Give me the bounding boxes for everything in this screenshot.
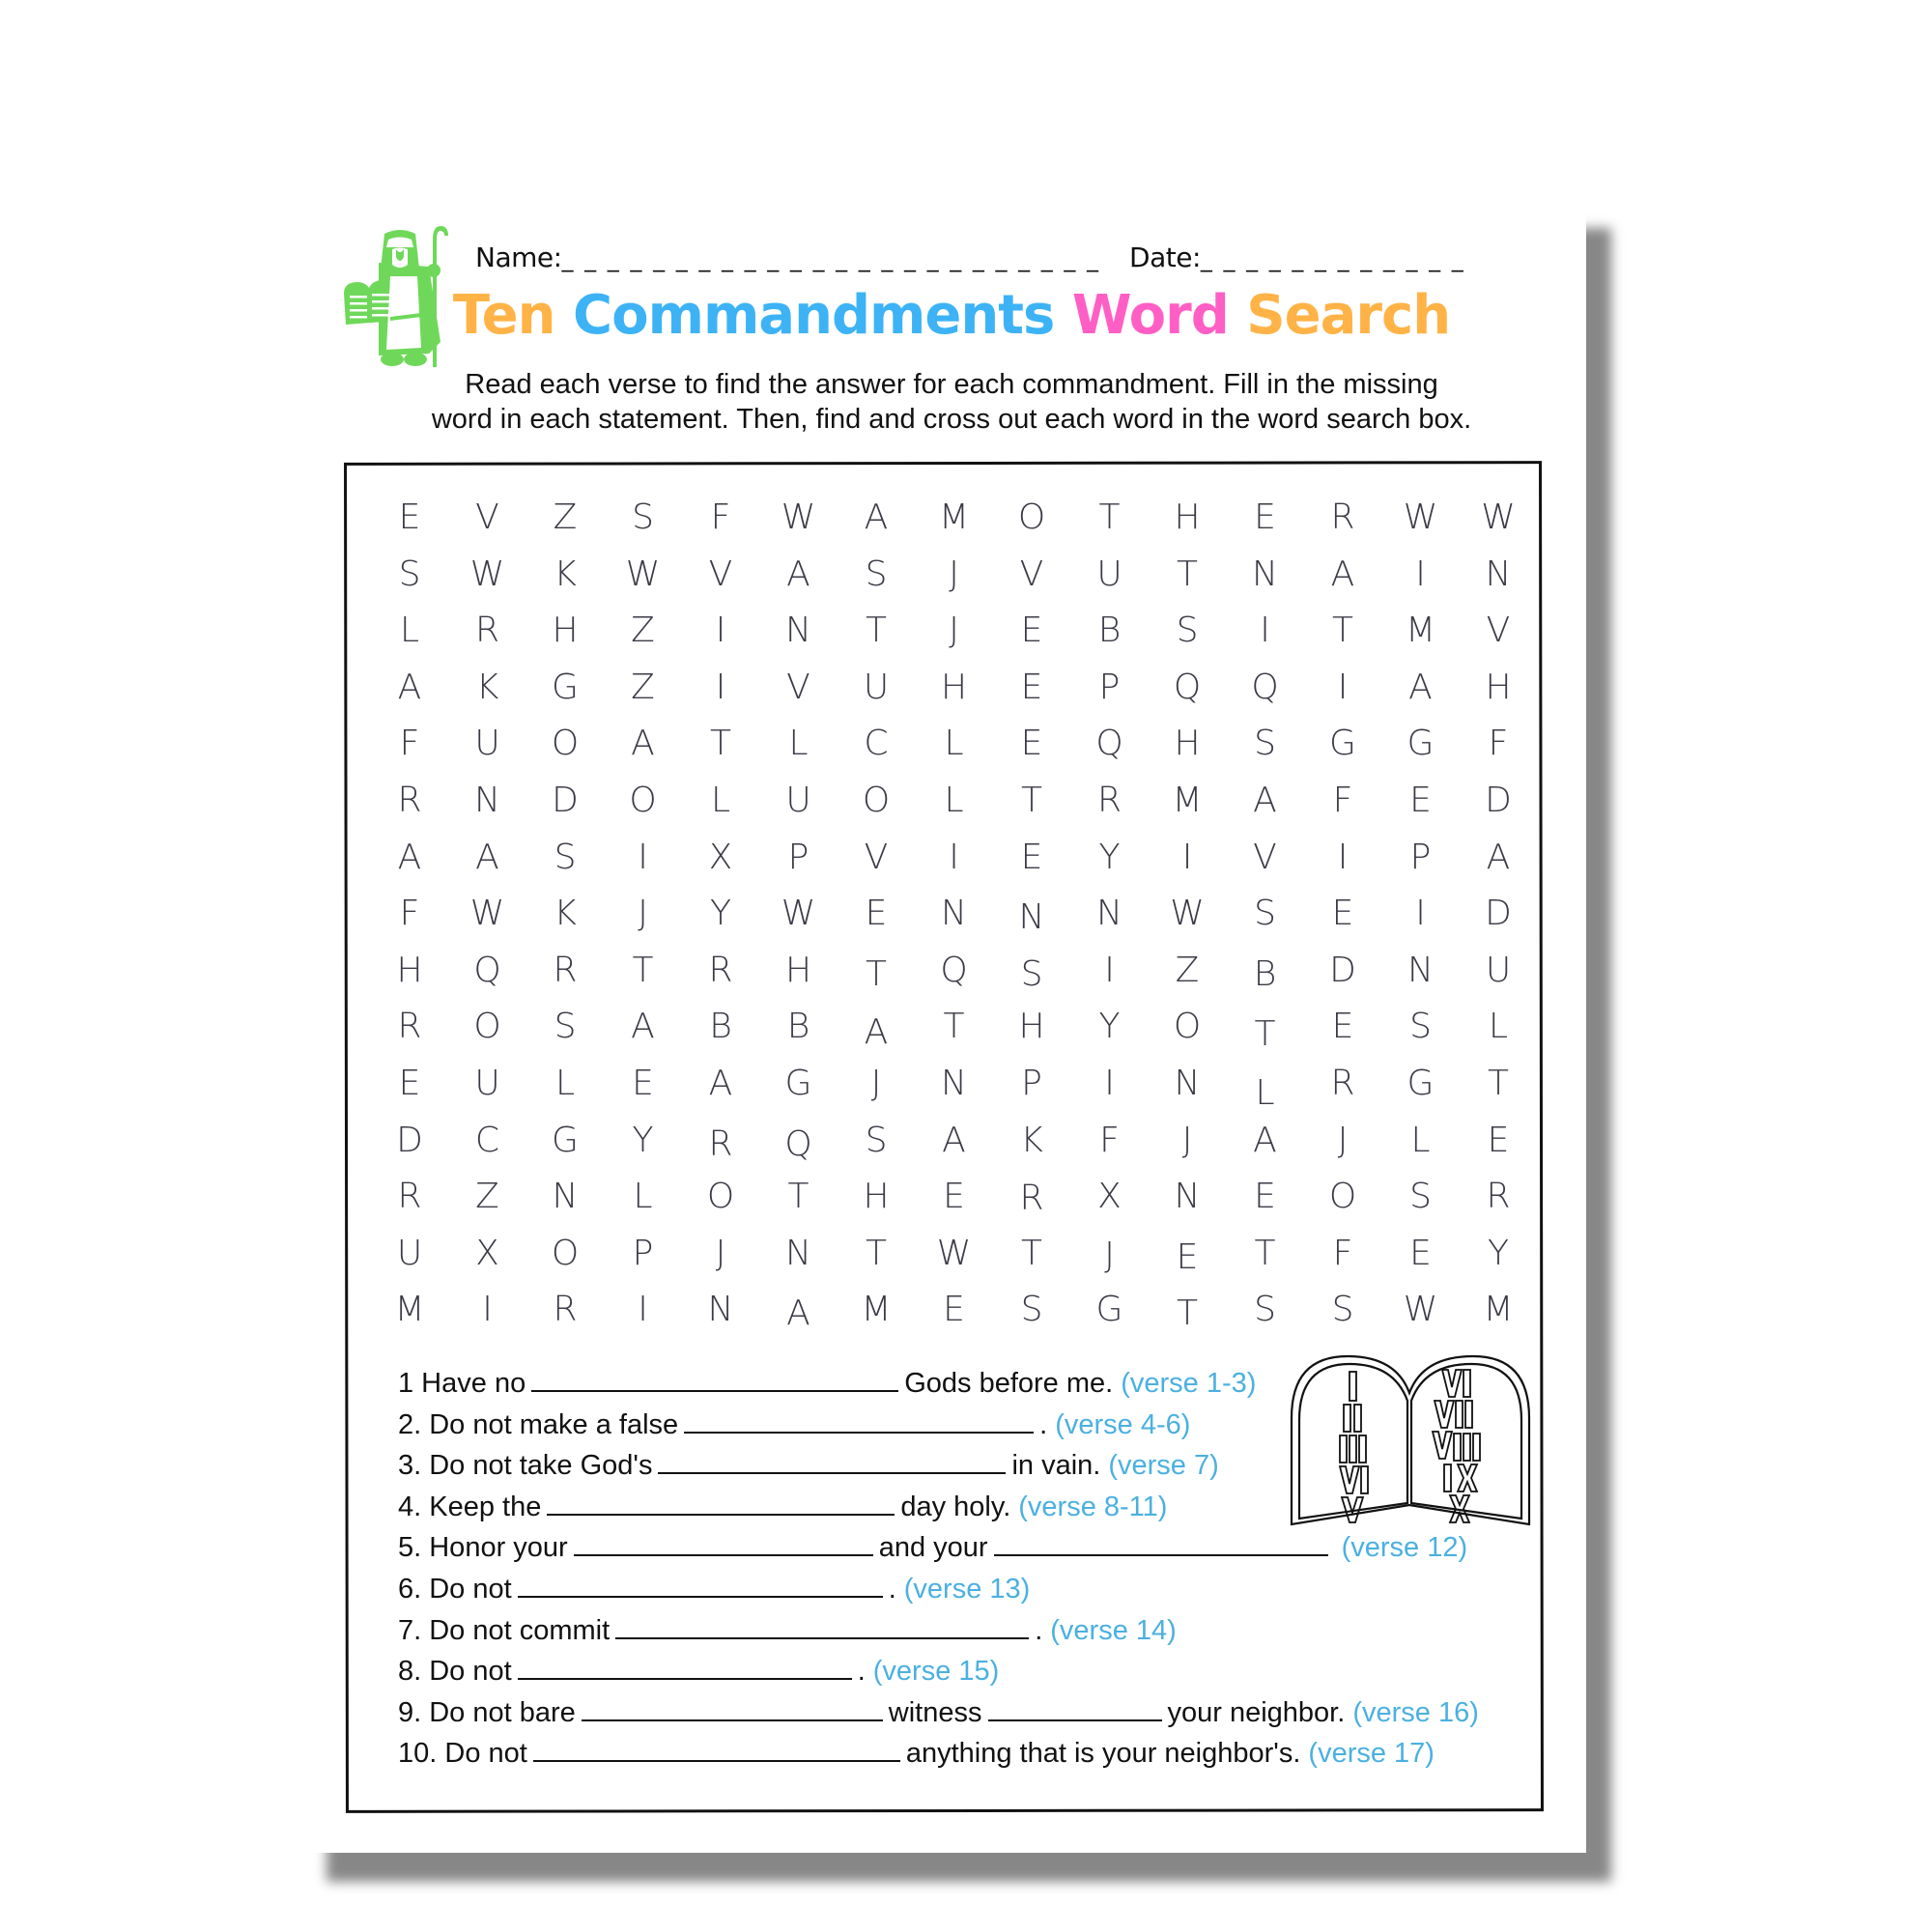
grid-letter[interactable]: W (781, 894, 816, 934)
grid-letter[interactable]: N (785, 1233, 811, 1273)
grid-letter[interactable]: E (1409, 781, 1432, 820)
grid-letter[interactable]: I (949, 837, 959, 877)
grid-letter[interactable]: L (554, 1064, 576, 1103)
grid-letter[interactable]: U (474, 1064, 500, 1103)
grid-letter[interactable]: U (474, 724, 500, 764)
grid-letter[interactable]: D (552, 781, 579, 820)
answer-blank[interactable] (582, 1694, 883, 1721)
grid-letter[interactable]: Z (631, 611, 655, 651)
verse-reference: (verse 7) (1108, 1450, 1219, 1482)
grid-letter[interactable]: K (475, 667, 499, 707)
grid-letter[interactable]: T (1177, 1293, 1198, 1334)
grid-letter[interactable]: R (1330, 497, 1355, 537)
grid-letter[interactable]: B (786, 1007, 810, 1047)
grid-letter[interactable]: A (786, 1293, 810, 1334)
grid-letter[interactable]: K (554, 894, 577, 934)
grid-letter[interactable]: T (866, 1233, 887, 1273)
grid-letter[interactable]: W (936, 1233, 972, 1273)
grid-letter[interactable]: P (1021, 1064, 1042, 1103)
grid-letter[interactable]: N (707, 1290, 734, 1330)
grid-letter[interactable]: H (1174, 497, 1201, 537)
grid-letter[interactable]: S (865, 1120, 888, 1160)
grid-letter[interactable]: N (785, 611, 811, 651)
grid-letter[interactable]: B (1097, 611, 1122, 651)
grid-letter[interactable]: W (1403, 497, 1438, 537)
grid-letter[interactable]: A (786, 554, 810, 594)
grid-letter[interactable]: J (949, 611, 959, 651)
sentence-text: . (888, 1573, 896, 1605)
grid-letter[interactable]: Y (1098, 1007, 1121, 1047)
instructions-line-1: Read each verse to find the answer for each commandment. Fill in the missing (465, 369, 1438, 400)
grid-letter[interactable]: W (1170, 894, 1205, 934)
grid-letter[interactable]: L (944, 724, 964, 764)
grid-letter[interactable]: U (863, 667, 890, 707)
grid-letter[interactable]: W (781, 497, 816, 537)
answer-blank[interactable] (658, 1447, 1006, 1474)
grid-letter[interactable]: G (784, 1064, 812, 1103)
grid-letter[interactable]: S (1409, 1007, 1432, 1047)
grid-letter[interactable]: D (396, 1120, 423, 1160)
grid-letter[interactable]: E (1020, 667, 1043, 707)
grid-letter[interactable]: A (397, 837, 422, 877)
grid-letter[interactable]: E (1020, 837, 1043, 877)
grid-letter[interactable]: Q (940, 950, 968, 990)
grid-letter[interactable]: G (1406, 724, 1435, 764)
grid-letter[interactable]: G (552, 1120, 579, 1160)
grid-letter[interactable]: H (940, 667, 968, 707)
grid-letter[interactable]: X (475, 1233, 499, 1273)
grid-letter[interactable]: A (1330, 554, 1355, 594)
grid-letter[interactable]: V (475, 497, 499, 537)
grid-letter[interactable]: H (1174, 724, 1201, 764)
sentence-text: Gods before me. (904, 1368, 1114, 1399)
grid-letter[interactable]: L (633, 1177, 653, 1217)
grid-letter[interactable]: N (1018, 897, 1045, 938)
verse-reference: (verse 16) (1352, 1696, 1479, 1728)
grid-letter[interactable]: P (632, 1233, 654, 1273)
grid-letter[interactable]: J (1337, 1120, 1349, 1160)
grid-letter[interactable]: K (554, 554, 577, 594)
grid-letter[interactable]: N (941, 894, 967, 934)
grid-letter[interactable]: L (1410, 1120, 1431, 1160)
grid-letter[interactable]: L (1255, 1073, 1275, 1113)
instructions (0, 367, 1903, 437)
grid-letter[interactable]: O (1017, 497, 1046, 537)
grid-letter[interactable]: E (943, 1290, 965, 1330)
grid-letter[interactable]: T (1488, 1064, 1509, 1103)
verse-reference: (verse 1-3) (1121, 1368, 1257, 1399)
title-part-ten: Ten (452, 284, 574, 347)
grid-letter[interactable]: J (638, 894, 648, 934)
answer-blank[interactable] (994, 1529, 1328, 1556)
grid-letter[interactable]: L (710, 781, 731, 820)
grid-letter[interactable]: D (1485, 781, 1512, 820)
grid-letter[interactable]: F (1488, 724, 1509, 764)
grid-letter[interactable]: F (710, 497, 731, 537)
sentence-text: and your (878, 1532, 988, 1564)
verse-reference: (verse 13) (903, 1573, 1031, 1605)
verse-reference: (verse 17) (1308, 1738, 1435, 1770)
grid-letter[interactable]: S (554, 1007, 577, 1047)
date-field[interactable]: _ _ _ _ _ _ _ _ _ _ _ _ (1200, 245, 1465, 272)
grid-letter[interactable]: A (631, 724, 655, 764)
answer-blank[interactable] (684, 1406, 1034, 1434)
grid-letter[interactable]: E (943, 1177, 965, 1217)
grid-letter[interactable]: Y (1488, 1233, 1509, 1273)
grid-letter[interactable]: V (1019, 554, 1044, 594)
grid-letter[interactable]: T (866, 953, 887, 994)
grid-letter[interactable]: B (709, 1007, 732, 1047)
title-part-word: Word (1071, 284, 1247, 347)
name-label: Name: (475, 242, 562, 273)
grid-letter[interactable]: S (1254, 894, 1276, 934)
grid-letter[interactable]: F (399, 894, 420, 934)
grid-letter[interactable]: H (1018, 1007, 1045, 1047)
grid-letter[interactable]: U (785, 781, 811, 820)
grid-letter[interactable]: T (787, 1177, 810, 1217)
grid-letter[interactable]: W (469, 554, 505, 594)
grid-letter[interactable]: R (474, 611, 499, 651)
grid-letter[interactable]: G (1329, 724, 1356, 764)
grid-letter[interactable]: S (865, 554, 888, 594)
grid-letter[interactable]: H (863, 1177, 890, 1217)
grid-letter[interactable]: W (1403, 1290, 1438, 1330)
sentence-text: 5. Honor your (398, 1532, 568, 1564)
grid-letter[interactable]: Z (631, 667, 655, 707)
grid-letter[interactable]: R (708, 950, 733, 990)
grid-letter[interactable]: T (710, 724, 731, 764)
grid-letter[interactable]: F (1099, 1120, 1120, 1160)
grid-letter[interactable]: W (625, 554, 661, 594)
sentence-text: 10. Do not (398, 1738, 527, 1770)
grid-letter[interactable]: A (397, 667, 422, 707)
grid-letter[interactable]: C (474, 1120, 500, 1160)
grid-letter[interactable]: T (1021, 1233, 1042, 1273)
grid-letter[interactable]: N (1407, 950, 1434, 990)
grid-letter[interactable]: S (1020, 1290, 1043, 1330)
grid-letter[interactable]: W (469, 894, 505, 934)
grid-letter[interactable]: P (787, 837, 810, 877)
grid-letter[interactable]: N (1174, 1064, 1201, 1103)
grid-letter[interactable]: J (1181, 1120, 1193, 1160)
grid-letter[interactable]: R (1486, 1177, 1511, 1217)
answer-blank[interactable] (574, 1529, 873, 1556)
sentence-text: . (1039, 1408, 1048, 1440)
grid-letter[interactable]: V (1253, 837, 1277, 877)
grid-letter[interactable]: J (949, 554, 959, 594)
sentence-text: 1 Have no (398, 1368, 526, 1399)
grid-letter[interactable]: T (1021, 781, 1042, 820)
grid-letter[interactable]: S (1176, 611, 1199, 651)
grid-letter[interactable]: H (1485, 667, 1512, 707)
sentence-text: witness (888, 1696, 982, 1728)
title-part-search: Search (1246, 284, 1451, 347)
grid-letter[interactable]: R (1330, 1064, 1355, 1103)
grid-letter[interactable]: O (629, 781, 657, 820)
grid-letter[interactable]: H (552, 611, 579, 651)
grid-letter[interactable]: T (1098, 497, 1121, 537)
grid-letter[interactable]: T (1332, 611, 1353, 651)
grid-letter[interactable]: A (708, 1064, 733, 1103)
answer-blank[interactable] (988, 1694, 1162, 1721)
grid-letter[interactable]: I (1337, 667, 1349, 707)
grid-letter[interactable]: G (1095, 1290, 1123, 1330)
grid-letter[interactable]: E (1409, 1233, 1432, 1273)
grid-letter[interactable]: M (1172, 781, 1203, 820)
grid-letter[interactable]: Q (1173, 667, 1202, 707)
grid-letter[interactable]: E (1331, 894, 1354, 934)
grid-letter[interactable]: T (632, 950, 654, 990)
grid-letter[interactable]: T (1254, 1233, 1276, 1273)
sentence-text: . (857, 1656, 866, 1688)
grid-letter[interactable]: E (632, 1064, 654, 1103)
sentence-text: your neighbor. (1167, 1696, 1346, 1728)
grid-letter[interactable]: F (1332, 1233, 1353, 1273)
answer-blank[interactable] (533, 1735, 900, 1762)
grid-letter[interactable]: J (715, 1233, 726, 1273)
grid-letter[interactable]: N (1096, 894, 1122, 934)
grid-letter[interactable]: J (870, 1064, 882, 1103)
grid-letter[interactable]: Q (1095, 724, 1123, 764)
grid-letter[interactable]: A (631, 1007, 655, 1047)
verse-reference: (verse 12) (1341, 1532, 1468, 1564)
sentence-text: 7. Do not commit (398, 1614, 611, 1646)
grid-letter[interactable]: O (1173, 1007, 1202, 1047)
grid-letter[interactable]: R (397, 781, 422, 820)
date-label: Date: (1129, 242, 1201, 273)
grid-letter[interactable]: I (715, 667, 726, 707)
verse-reference: (verse 15) (872, 1656, 1000, 1688)
grid-letter[interactable]: V (1486, 611, 1511, 651)
name-field[interactable]: _ _ _ _ _ _ _ _ _ _ _ _ _ _ _ _ _ _ _ _ _ _ _ _ (561, 245, 1101, 272)
grid-letter[interactable]: Z (1175, 950, 1200, 990)
grid-letter[interactable]: L (788, 724, 809, 764)
grid-letter[interactable]: I (1104, 1064, 1115, 1103)
grid-letter[interactable]: O (551, 1233, 580, 1273)
grid-letter[interactable]: V (864, 837, 889, 877)
grid-letter[interactable]: H (396, 950, 423, 990)
grid-letter[interactable]: N (1174, 1177, 1201, 1217)
grid-letter[interactable]: T (1177, 554, 1198, 594)
grid-letter[interactable]: A (864, 497, 889, 537)
grid-letter[interactable]: G (1406, 1064, 1435, 1103)
grid-letter[interactable]: I (1415, 894, 1426, 934)
grid-letter[interactable]: N (552, 1177, 579, 1217)
grid-letter[interactable]: Z (475, 1177, 499, 1217)
verse-reference: (verse 14) (1050, 1614, 1177, 1646)
grid-letter[interactable]: S (1409, 1177, 1432, 1217)
grid-letter[interactable]: W (1481, 497, 1516, 537)
sentence-text: 2. Do not make a false (398, 1408, 679, 1440)
grid-letter[interactable]: L (1488, 1007, 1509, 1047)
grid-letter[interactable]: M (938, 497, 970, 537)
answer-blank[interactable] (547, 1489, 895, 1516)
grid-letter[interactable]: I (1104, 950, 1115, 990)
sentence-6 (398, 1570, 1479, 1611)
sentence-text: . (1035, 1614, 1043, 1646)
grid-letter[interactable]: R (397, 1007, 422, 1047)
grid-letter[interactable]: D (1329, 950, 1356, 990)
grid-letter[interactable]: X (708, 837, 733, 877)
grid-letter[interactable]: S (1254, 724, 1276, 764)
grid-letter[interactable]: R (553, 950, 578, 990)
grid-letter[interactable]: M (1483, 1290, 1514, 1330)
grid-letter[interactable]: P (1098, 667, 1121, 707)
sentence-text: 3. Do not take God's (398, 1450, 653, 1482)
grid-letter[interactable]: T (943, 1007, 965, 1047)
grid-letter[interactable]: S (1331, 1290, 1354, 1330)
grid-letter[interactable]: H (784, 950, 812, 990)
grid-letter[interactable]: E (1020, 611, 1043, 651)
grid-letter[interactable]: R (397, 1177, 422, 1217)
grid-letter[interactable]: L (944, 781, 964, 820)
grid-letter[interactable]: T (866, 611, 887, 651)
grid-letter[interactable]: O (551, 724, 580, 764)
sentence-text: anything that is your neighbor's. (905, 1738, 1301, 1770)
grid-letter[interactable]: V (708, 554, 733, 594)
sentence-text: 9. Do not bare (398, 1696, 576, 1728)
sentence-text: day holy. (900, 1491, 1011, 1522)
grid-letter[interactable]: I (1181, 837, 1193, 877)
grid-letter[interactable]: Y (710, 894, 731, 934)
grid-letter[interactable]: S (632, 497, 654, 537)
grid-letter[interactable]: I (638, 837, 648, 877)
sentence-text: in vain. (1011, 1450, 1101, 1482)
grid-letter[interactable]: U (396, 1233, 423, 1273)
grid-letter[interactable]: O (706, 1177, 735, 1217)
sentence-text: 4. Keep the (398, 1491, 542, 1522)
grid-letter[interactable]: U (1096, 554, 1122, 594)
grid-letter[interactable]: Q (784, 1123, 812, 1164)
grid-letter[interactable]: R (1019, 1179, 1044, 1219)
sentence-text: 6. Do not (398, 1573, 512, 1605)
grid-letter[interactable]: M (861, 1290, 892, 1330)
grid-letter[interactable]: A (1253, 781, 1277, 820)
grid-letter[interactable]: E (1331, 1007, 1354, 1047)
grid-letter[interactable]: M (1405, 611, 1436, 651)
grid-letter[interactable]: D (1485, 894, 1512, 934)
sentence-text: 8. Do not (398, 1656, 512, 1688)
sentence-10 (398, 1734, 1479, 1776)
grid-letter[interactable]: F (399, 724, 420, 764)
grid-letter[interactable]: N (941, 1064, 967, 1103)
grid-letter[interactable]: O (1328, 1177, 1357, 1217)
grid-letter[interactable]: M (394, 1290, 425, 1330)
sentence-5 (398, 1528, 1479, 1570)
grid-letter[interactable]: E (1254, 497, 1276, 537)
grid-letter[interactable]: F (1332, 781, 1353, 820)
grid-letter[interactable]: S (554, 837, 577, 877)
grid-letter[interactable]: O (473, 1007, 501, 1047)
grid-letter[interactable]: E (1176, 1236, 1199, 1277)
ten-commandments-tablets-icon (1288, 1350, 1535, 1528)
grid-letter[interactable]: A (864, 1012, 889, 1053)
grid-letter[interactable]: G (552, 667, 579, 707)
grid-letter[interactable]: A (1408, 667, 1433, 707)
grid-letter[interactable]: E (398, 497, 421, 537)
grid-letter[interactable]: E (1487, 1120, 1510, 1160)
sentence-9 (398, 1693, 1479, 1735)
answer-blank[interactable] (531, 1365, 898, 1392)
grid-letter[interactable]: Q (473, 950, 501, 990)
name-date-row (475, 242, 1465, 273)
grid-letter[interactable]: R (1096, 781, 1122, 820)
sentence-7 (398, 1611, 1479, 1653)
grid-letter[interactable]: Q (1251, 667, 1279, 707)
grid-letter[interactable]: J (1104, 1235, 1115, 1275)
grid-letter[interactable]: E (1020, 724, 1043, 764)
grid-letter[interactable]: S (398, 554, 421, 594)
answer-blank[interactable] (518, 1653, 852, 1680)
grid-letter[interactable]: S (1020, 953, 1043, 994)
grid-letter[interactable]: O (862, 781, 891, 820)
grid-letter[interactable]: P (1409, 837, 1432, 877)
grid-letter[interactable]: Y (1098, 837, 1121, 877)
grid-letter[interactable]: V (786, 667, 810, 707)
answer-blank[interactable] (518, 1571, 883, 1598)
grid-letter[interactable]: C (864, 724, 889, 764)
title-part-commandments: Commandments (573, 284, 1072, 347)
grid-letter[interactable]: Y (632, 1120, 654, 1160)
verse-reference: (verse 8-11) (1018, 1491, 1168, 1522)
verse-reference: (verse 4-6) (1055, 1408, 1191, 1440)
grid-letter[interactable]: U (1485, 950, 1512, 990)
grid-letter[interactable]: X (1097, 1177, 1122, 1217)
grid-letter[interactable]: N (474, 781, 500, 820)
grid-letter[interactable]: R (708, 1123, 733, 1164)
grid-letter[interactable]: B (1253, 953, 1277, 994)
grid-letter[interactable]: K (1020, 1120, 1043, 1160)
grid-letter[interactable]: R (553, 1290, 578, 1330)
answer-blank[interactable] (615, 1612, 1029, 1639)
grid-letter[interactable]: N (1485, 554, 1512, 594)
grid-letter[interactable]: I (638, 1290, 648, 1330)
grid-letter[interactable]: A (942, 1120, 966, 1160)
sentence-8 (398, 1652, 1479, 1693)
grid-letter[interactable]: L (399, 611, 420, 651)
grid-letter[interactable]: T (1254, 1014, 1276, 1055)
grid-letter[interactable]: I (715, 611, 726, 651)
grid-letter[interactable]: E (1254, 1177, 1276, 1217)
grid-letter[interactable]: Z (553, 497, 578, 537)
grid-letter[interactable]: A (1253, 1120, 1277, 1160)
grid-letter[interactable]: E (398, 1064, 421, 1103)
grid-letter[interactable]: A (1486, 837, 1511, 877)
grid-letter[interactable]: I (1415, 554, 1426, 594)
grid-letter[interactable]: E (865, 894, 888, 934)
grid-letter[interactable]: I (1337, 837, 1349, 877)
instructions-line-2: word in each statement. Then, find and cross out each word in the word search box. (431, 404, 1472, 435)
grid-letter[interactable]: I (1260, 611, 1270, 651)
page-title (0, 284, 1903, 347)
grid-letter[interactable]: A (475, 837, 499, 877)
grid-letter[interactable]: I (482, 1290, 493, 1330)
grid-letter[interactable]: S (1254, 1290, 1276, 1330)
grid-letter[interactable]: N (1252, 554, 1278, 594)
